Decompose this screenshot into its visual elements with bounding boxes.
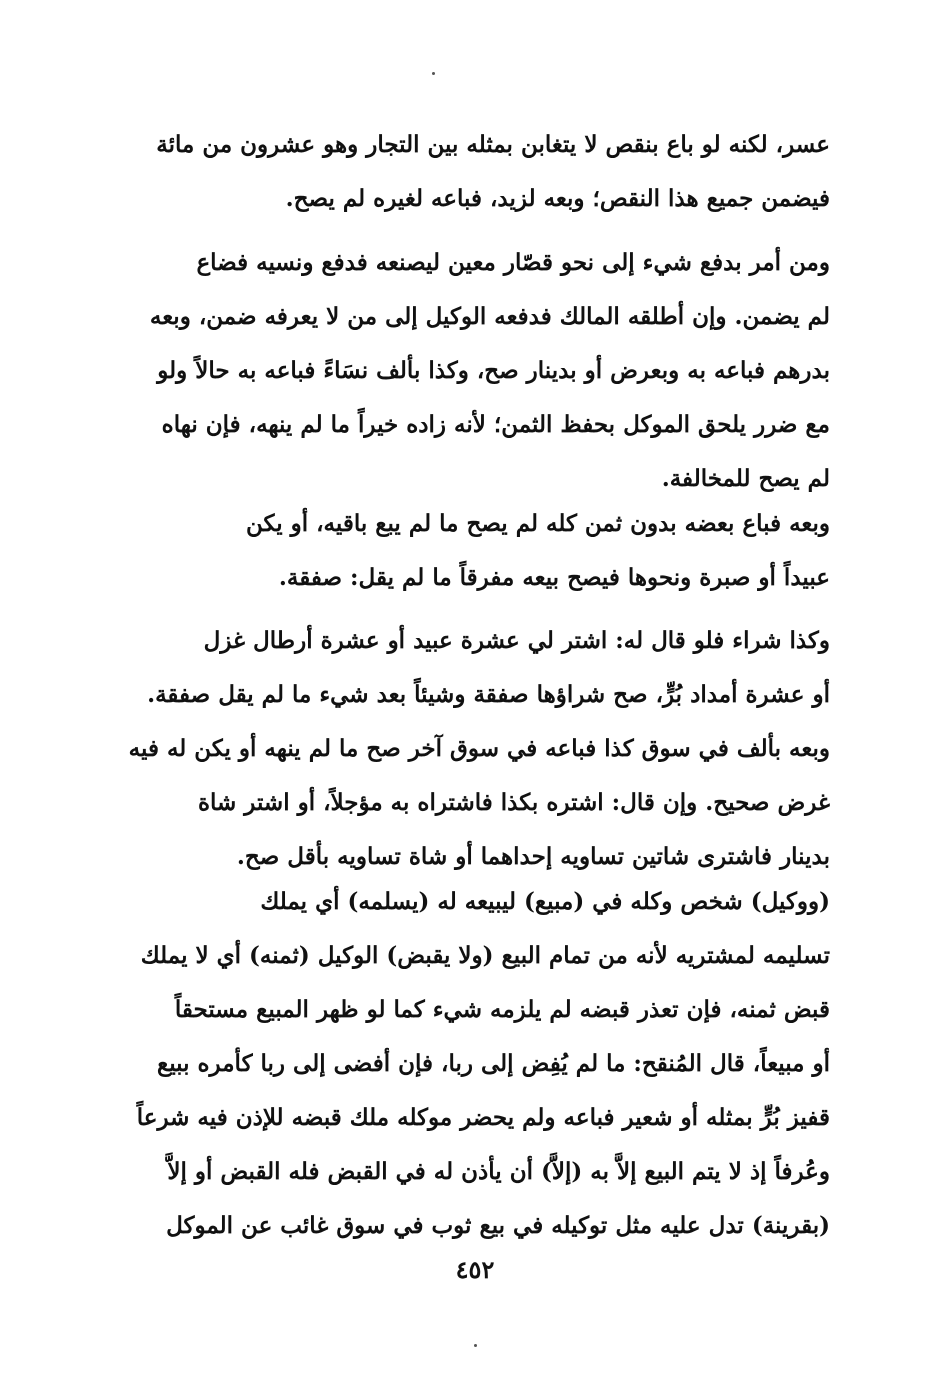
scan-speck <box>474 1344 477 1347</box>
text-line: قبض ثمنه، فإن تعذر قبضه لم يلزمه شيء كما لو ظهر المبيع مستحقاً <box>174 996 830 1023</box>
text-line: أو عشرة أمداد بُرٍّ، صح شراؤها صفقة وشيئاً بعد شيء ما لم يقل صفقة. <box>147 681 830 708</box>
text-line: (ووكيل) شخص وكله في (مبيع) ليبيعه له (يسلمه) أي يملك <box>260 888 830 915</box>
text-line: تسليمه لمشتريه لأنه من تمام البيع (ولا يقبض) الوكيل (ثمنه) أي لا يملك <box>140 942 830 969</box>
text-line: لم يصح للمخالفة. <box>661 465 830 492</box>
text-line: وعُرفاً إذ لا يتم البيع إلاَّ به (إلاَّ) أن يأذن له في القبض فله القبض أو إلاَّ <box>167 1158 830 1185</box>
text-line: بدرهم فباعه به وبعرض أو بدينار صح، وكذا بألف نسَاءً فباعه به حالاً ولو <box>157 357 830 384</box>
paragraph <box>108 118 830 226</box>
paragraph <box>108 236 830 506</box>
text-line: عسر، لكنه لو باع بنقص لا يتغابن بمثله بين التجار وهو عشرون من مائة <box>156 131 830 158</box>
text-line: بدينار فاشترى شاتين تساويه إحداهما أو شاة تساويه بأقل صح. <box>236 843 830 870</box>
scan-speck <box>432 72 435 75</box>
text-line: فيضمن جميع هذا النقص؛ وبعه لزيد، فباعه لغيره لم يصح. <box>285 185 830 212</box>
paragraph <box>108 875 830 1253</box>
paragraph <box>108 614 830 884</box>
text-line: (بقرينة) تدل عليه مثل توكيله في بيع ثوب في سوق غائب عن الموكل <box>166 1212 830 1239</box>
text-line: أو مبيعاً، قال المُنقح: ما لم يُفِض إلى ربا، فإن أفضى إلى ربا كأمره ببيع <box>156 1050 830 1077</box>
text-line: قفيز بُرٍّ بمثله أو شعير فباعه ولم يحضر موكله ملك قبضه للإذن فيه شرعاً <box>136 1104 830 1131</box>
text-line: وبعه بألف في سوق كذا فباعه في سوق آخر صح ما لم ينهه أو يكن له فيه <box>128 735 830 762</box>
text-line: مع ضرر يلحق الموكل بحفظ الثمن؛ لأنه زاده خيراً ما لم ينهه، فإن نهاه <box>161 411 830 438</box>
text-line: لم يضمن. وإن أطلقه المالك فدفعه الوكيل إلى من لا يعرفه ضمن، وبعه <box>149 303 830 330</box>
text-line: ومن أمر بدفع شيء إلى نحو قصّار معين ليصنعه فدفع ونسيه فضاع <box>196 249 830 276</box>
page-number: ٤٥٢ <box>455 1255 495 1284</box>
text-line: وكذا شراء فلو قال له: اشتر لي عشرة عبيد أو عشرة أرطال غزل <box>203 627 830 654</box>
paragraph <box>108 497 830 605</box>
text-line: وبعه فباع بعضه بدون ثمن كله لم يصح ما لم يبع باقيه، أو يكن <box>246 510 830 537</box>
text-line: غرض صحيح. وإن قال: اشتره بكذا فاشتراه به مؤجلاً، أو اشتر شاة <box>197 789 830 816</box>
text-line: عبيداً أو صبرة ونحوها فيصح بيعه مفرقاً ما لم يقل: صفقة. <box>278 564 830 591</box>
